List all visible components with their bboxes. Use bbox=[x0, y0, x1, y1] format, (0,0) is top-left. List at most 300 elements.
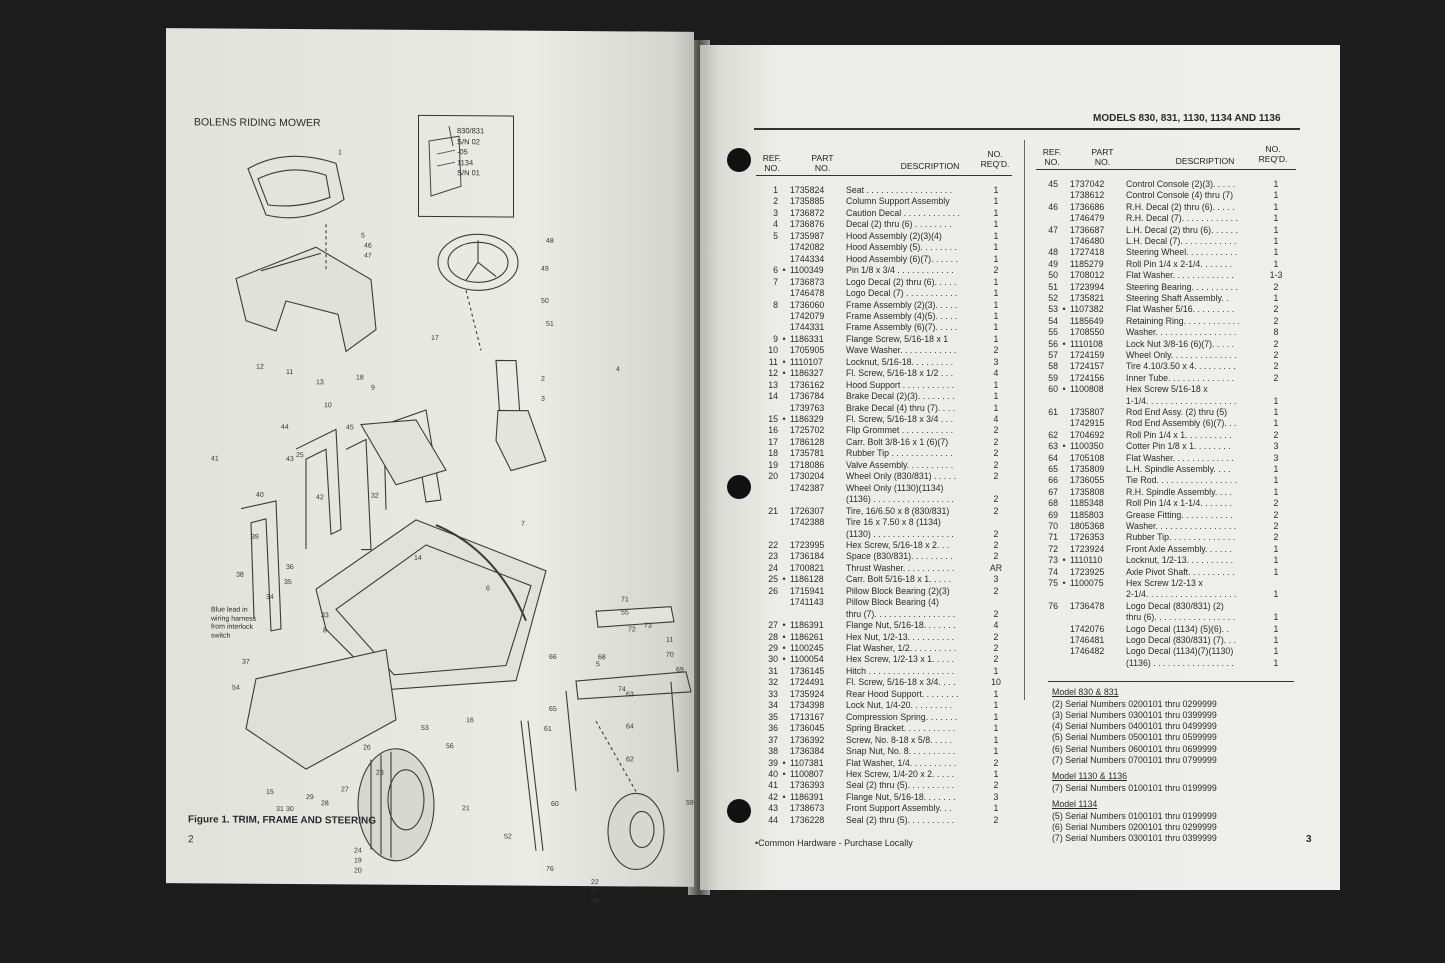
description-cell: Snap Nut, No. 8. . . . . . . . . . bbox=[846, 746, 956, 757]
description-cell: (1136) . . . . . . . . . . . . . . . . . bbox=[846, 494, 954, 505]
inset-line: S/N 02 bbox=[457, 136, 480, 146]
diagram-callout: 71 bbox=[621, 596, 629, 604]
quantity-cell: 1 bbox=[1273, 247, 1279, 258]
ref-cell: 63 bbox=[1048, 441, 1058, 452]
quantity-cell: 2 bbox=[993, 528, 999, 539]
diagram-callout: 42 bbox=[316, 494, 324, 502]
common-hardware-mark: • bbox=[1062, 555, 1066, 566]
table-row bbox=[1036, 407, 1300, 418]
description-cell: 2-1/4. . . . . . . . . . . . . . . . . . . bbox=[1126, 589, 1237, 600]
part-number-cell: 1736687 bbox=[1070, 224, 1105, 235]
part-number-cell: 1736478 bbox=[1070, 600, 1105, 611]
binder-hole-middle bbox=[727, 475, 751, 499]
serial-line: (6) Serial Numbers 0200101 thru 0299999 bbox=[1052, 821, 1217, 832]
description-cell: Tire, 16/6.50 x 8 (830/831) bbox=[846, 505, 950, 516]
part-number-cell: 1186327 bbox=[790, 368, 824, 379]
ref-cell: 18 bbox=[768, 448, 778, 459]
description-cell: Column Support Assembly bbox=[846, 196, 950, 207]
description-cell: Carr. Bolt 3/8-16 x 1 (6)(7) bbox=[846, 436, 949, 447]
part-number-cell: 1746479 bbox=[1070, 213, 1105, 224]
description-cell: Front Support Assembly. . . bbox=[846, 803, 952, 814]
diagram-callout: 21 bbox=[462, 805, 470, 813]
part-number-cell: 1185348 bbox=[1070, 498, 1104, 509]
table-row bbox=[756, 689, 1022, 700]
table-row bbox=[756, 597, 1022, 608]
quantity-cell: 1 bbox=[1273, 407, 1279, 417]
quantity-cell: 1 bbox=[993, 207, 999, 218]
quantity-cell: 1 bbox=[993, 196, 999, 207]
part-number-cell: 1186391 bbox=[790, 791, 824, 802]
quantity-cell: 2 bbox=[1273, 350, 1279, 360]
description-cell: Tire 16 x 7.50 x 8 (1134) bbox=[846, 517, 941, 528]
col-part-header-2: PART NO. bbox=[1091, 147, 1114, 167]
quantity-cell: 2 bbox=[1273, 498, 1279, 509]
table-row bbox=[756, 311, 1022, 322]
serial-line: (3) Serial Numbers 0300101 thru 0399999 bbox=[1052, 709, 1217, 720]
quantity-cell: 1 bbox=[1273, 543, 1279, 554]
common-hardware-mark: • bbox=[782, 757, 786, 768]
quantity-cell: 1 bbox=[1273, 475, 1279, 486]
quantity-cell: 3 bbox=[1273, 452, 1279, 463]
part-number-cell: 1708550 bbox=[1070, 327, 1105, 338]
description-cell: Brake Decal (4) thru (7). . . . bbox=[846, 402, 956, 413]
serial-group-title: Model 830 & 831 bbox=[1052, 687, 1119, 697]
ref-cell: 28 bbox=[768, 631, 778, 642]
table-row bbox=[756, 574, 1022, 585]
ref-cell: 29 bbox=[768, 643, 778, 653]
description-cell: R.H. Decal (7). . . . . . . . . . . . bbox=[1126, 213, 1238, 224]
description-cell: Compression Spring. . . . . . . bbox=[846, 711, 958, 722]
diagram-callout: 74 bbox=[618, 686, 626, 694]
part-number-cell: 1723994 bbox=[1070, 281, 1105, 292]
table-row bbox=[756, 746, 1022, 757]
part-number-cell: 1705905 bbox=[790, 345, 825, 356]
table-row bbox=[1036, 384, 1300, 395]
diagram-callout: 66 bbox=[549, 653, 557, 661]
part-number-cell: 1100350 bbox=[1070, 441, 1104, 452]
part-number-cell: 1723995 bbox=[790, 539, 825, 550]
parts-table-left bbox=[756, 185, 1022, 865]
quantity-cell: 2 bbox=[993, 494, 999, 505]
ref-cell: 14 bbox=[768, 391, 778, 402]
harness-note bbox=[211, 606, 256, 640]
diagram-callout: 32 bbox=[371, 492, 379, 500]
part-number-cell: 1738673 bbox=[790, 803, 825, 814]
diagram-callout: 57 bbox=[591, 888, 599, 896]
description-cell: Control Console (2)(3). . . . . bbox=[1126, 179, 1236, 189]
common-hardware-mark: • bbox=[1062, 304, 1066, 315]
table-row bbox=[1036, 646, 1300, 657]
diagram-callout: 7 bbox=[521, 520, 525, 528]
description-cell: Logo Decal (2) thru (6). . . . . bbox=[846, 276, 957, 287]
part-number-cell: 1110108 bbox=[1070, 338, 1103, 349]
figure-caption: Figure 1. TRIM, FRAME AND STEERING bbox=[188, 814, 376, 827]
part-number-cell: 1735807 bbox=[1070, 407, 1105, 417]
table-row bbox=[1036, 544, 1300, 555]
serial-line: (5) Serial Numbers 0100101 thru 0199999 bbox=[1052, 810, 1217, 821]
diagram-callout: 5 bbox=[596, 661, 600, 669]
quantity-cell: 2 bbox=[993, 757, 999, 768]
quantity-cell: 4 bbox=[993, 620, 999, 631]
quantity-cell: 1 bbox=[993, 768, 999, 779]
table-row bbox=[756, 609, 1022, 620]
table-row bbox=[1036, 202, 1300, 213]
ref-cell: 41 bbox=[768, 780, 778, 791]
common-hardware-mark: • bbox=[1062, 384, 1066, 395]
table-row bbox=[756, 460, 1022, 471]
quantity-cell: 1 bbox=[993, 230, 999, 241]
quantity-cell: 2 bbox=[1273, 281, 1279, 292]
description-cell: Pillow Block Bearing (2)(3) bbox=[846, 585, 950, 596]
description-cell: Thrust Washer. . . . . . . . . . . bbox=[846, 562, 955, 573]
description-cell: Wave Washer. . . . . . . . . . . . bbox=[846, 345, 957, 356]
description-cell: thru (7). . . . . . . . . . . . . . . . . bbox=[846, 608, 956, 619]
description-cell: Roll Pin 1/4 x 2-1/4. . . . . . . bbox=[1126, 258, 1233, 269]
part-number-cell: 1735824 bbox=[790, 185, 825, 195]
inset-line: 830/831 bbox=[457, 126, 485, 136]
quantity-cell: 2 bbox=[1273, 372, 1279, 383]
table-row bbox=[756, 277, 1022, 288]
diagram-callout: 4 bbox=[616, 366, 620, 374]
ref-cell: 19 bbox=[768, 459, 778, 470]
description-cell: Flat Washer, 1/4. . . . . . . . . . bbox=[846, 757, 957, 768]
ref-cell: 70 bbox=[1048, 521, 1058, 531]
diagram-callout: 23 bbox=[376, 769, 384, 777]
part-number-cell: 1730204 bbox=[790, 471, 825, 482]
ref-cell: 64 bbox=[1048, 452, 1058, 463]
diagram-callout: 28 bbox=[321, 800, 329, 808]
description-cell: R.H. Spindle Assembly. . . . bbox=[1126, 486, 1232, 497]
quantity-cell: 2 bbox=[1273, 532, 1279, 543]
table-row bbox=[756, 815, 1022, 826]
ref-cell: 71 bbox=[1048, 532, 1058, 543]
quantity-cell: 1 bbox=[993, 219, 999, 230]
quantity-cell: 1-3 bbox=[1269, 270, 1283, 281]
diagram-callout: 18 bbox=[356, 374, 364, 382]
ref-cell: 56 bbox=[1048, 338, 1058, 349]
quantity-cell: 1 bbox=[993, 333, 999, 344]
diagram-callout: 33 bbox=[321, 612, 329, 620]
table-row bbox=[756, 471, 1022, 482]
serial-line: (6) Serial Numbers 0600101 thru 0699999 bbox=[1052, 743, 1217, 754]
part-number-cell: 1742915 bbox=[1070, 418, 1105, 429]
diagram-callout: 34 bbox=[266, 593, 274, 601]
description-cell: (1130) . . . . . . . . . . . . . . . . . bbox=[846, 528, 954, 539]
diagram-callout: 49 bbox=[541, 265, 549, 273]
diagram-callout: 65 bbox=[549, 705, 557, 713]
part-number-cell: 1744331 bbox=[790, 322, 825, 333]
common-hardware-mark: • bbox=[782, 768, 786, 779]
part-number-cell: 1110110 bbox=[1070, 555, 1103, 566]
description-cell: Rod End Assy. (2) thru (5) bbox=[1126, 407, 1228, 417]
description-cell: Retaining Ring. . . . . . . . . . . . bbox=[1126, 315, 1240, 326]
description-cell: Hood Support . . . . . . . . . . . bbox=[846, 379, 955, 390]
diagram-callout: 45 bbox=[346, 424, 354, 432]
inset-line: S/N 01 bbox=[457, 168, 480, 178]
description-cell: Frame Assembly (4)(5). . . . . bbox=[846, 310, 958, 321]
part-number-cell: 1746480 bbox=[1070, 236, 1105, 246]
common-hardware-mark: • bbox=[782, 631, 786, 642]
quantity-cell: 2 bbox=[993, 448, 999, 459]
common-hardware-mark: • bbox=[782, 643, 786, 653]
description-cell: Wheel Only. . . . . . . . . . . . . . bbox=[1126, 350, 1237, 360]
part-number-cell: 1724491 bbox=[790, 677, 825, 688]
diagram-callout: 58 bbox=[591, 898, 599, 906]
quantity-cell: 1 bbox=[993, 242, 999, 253]
ref-cell: 68 bbox=[1048, 498, 1058, 509]
description-cell: Hex Screw, 5/16-18 x 2. . . bbox=[846, 539, 950, 550]
page-number-right: 3 bbox=[1306, 834, 1312, 845]
table-row bbox=[756, 242, 1022, 253]
table-row bbox=[1036, 396, 1300, 407]
ref-cell: 46 bbox=[1048, 201, 1058, 212]
table-row bbox=[1036, 624, 1300, 635]
quantity-cell: 3 bbox=[993, 574, 999, 585]
description-cell: Control Console (4) thru (7) bbox=[1126, 190, 1234, 201]
description-cell: Flange Nut, 5/16-18. . . . . . . bbox=[846, 620, 956, 631]
description-cell: Rubber Tip. . . . . . . . . . . . . . bbox=[1126, 532, 1236, 543]
table-row bbox=[756, 517, 1022, 528]
table-row bbox=[756, 448, 1022, 459]
ref-cell: 72 bbox=[1048, 543, 1058, 554]
table-row bbox=[756, 551, 1022, 562]
quantity-cell: 1 bbox=[993, 734, 999, 745]
ref-cell: 9 bbox=[773, 333, 778, 344]
quantity-cell: 2 bbox=[993, 780, 999, 791]
description-cell: Tie Rod. . . . . . . . . . . . . . . . . bbox=[1126, 475, 1238, 486]
part-number-cell: 1742079 bbox=[790, 310, 825, 321]
header-rule bbox=[754, 128, 1300, 130]
ref-cell: 73 bbox=[1048, 555, 1058, 566]
table-row bbox=[756, 322, 1022, 333]
table-row bbox=[756, 620, 1022, 631]
description-cell: Hex Screw 5/16-18 x bbox=[1126, 384, 1208, 395]
common-hardware-mark: • bbox=[782, 333, 786, 344]
ref-cell: 43 bbox=[768, 803, 778, 814]
diagram-callout: 11 bbox=[666, 636, 674, 644]
part-number-cell: 1735987 bbox=[790, 230, 825, 241]
table-row bbox=[756, 357, 1022, 368]
table-rule-left bbox=[756, 175, 1012, 176]
col-req-header-2: NO. REQ'D. bbox=[1258, 144, 1288, 164]
ref-cell: 76 bbox=[1048, 600, 1058, 611]
diagram-callout: 6 bbox=[486, 585, 490, 593]
quantity-cell: 1 bbox=[1273, 657, 1279, 668]
quantity-cell: 1 bbox=[993, 322, 999, 333]
quantity-cell: 1 bbox=[1273, 224, 1279, 235]
description-cell: Logo Decal (830/831) (7). . . bbox=[1126, 635, 1237, 645]
part-number-cell: 1736162 bbox=[790, 379, 825, 390]
quantity-cell: 1 bbox=[993, 299, 999, 310]
diagram-callout: 55 bbox=[621, 609, 629, 617]
table-row bbox=[756, 700, 1022, 711]
quantity-cell: 2 bbox=[993, 425, 999, 436]
part-number-cell: 1700821 bbox=[790, 562, 825, 573]
part-number-cell: 1185803 bbox=[1070, 509, 1104, 520]
diagram-callout: 62 bbox=[626, 756, 634, 764]
part-number-cell: 1786128 bbox=[790, 436, 825, 447]
quantity-cell: 1 bbox=[1273, 201, 1279, 212]
part-number-cell: 1713167 bbox=[790, 711, 825, 722]
table-row bbox=[756, 712, 1022, 723]
diagram-callout: 3 bbox=[541, 395, 545, 403]
common-hardware-mark: • bbox=[1062, 441, 1066, 452]
description-cell: Flat Washer. . . . . . . . . . . . . bbox=[1126, 270, 1234, 281]
description-cell: Locknut, 5/16-18. . . . . . . . . bbox=[846, 356, 954, 367]
diagram-callout: 44 bbox=[281, 423, 289, 432]
col-ref-header: REF. NO. bbox=[762, 153, 782, 173]
ref-cell: 49 bbox=[1048, 258, 1058, 269]
description-cell: Seat . . . . . . . . . . . . . . . . . . bbox=[846, 185, 953, 195]
part-number-cell: 1100349 bbox=[790, 265, 824, 276]
part-number-cell: 1736055 bbox=[1070, 475, 1105, 486]
part-number-cell: 1715941 bbox=[790, 585, 825, 596]
part-number-cell: 1738612 bbox=[1070, 190, 1105, 201]
quantity-cell: 2 bbox=[1273, 521, 1279, 531]
diagram-callout: 30 bbox=[286, 805, 294, 814]
quantity-cell: 1 bbox=[1273, 418, 1279, 429]
common-hardware-mark: • bbox=[1062, 578, 1066, 588]
description-cell: Steering Bearing. . . . . . . . . . bbox=[1126, 281, 1238, 292]
ref-cell: 34 bbox=[768, 700, 778, 711]
description-cell: Hood Assembly (6)(7). . . . . . bbox=[846, 253, 958, 264]
description-cell: thru (6). . . . . . . . . . . . . . . . . bbox=[1126, 612, 1236, 623]
description-cell: Tire 4.10/3.50 x 4. . . . . . . . . bbox=[1126, 361, 1236, 372]
harness-note-line: Blue lead in bbox=[211, 606, 248, 614]
diagram-callout: 31 bbox=[276, 805, 284, 813]
part-number-cell: 1736228 bbox=[790, 814, 825, 825]
description-cell: Cotter Pin 1/8 x 1. . . . . . . . bbox=[1126, 441, 1231, 452]
quantity-cell: 1 bbox=[1273, 395, 1279, 406]
table-row bbox=[756, 723, 1022, 734]
quantity-cell: 1 bbox=[993, 391, 999, 402]
page-number-left: 2 bbox=[188, 834, 194, 846]
table-row bbox=[1036, 475, 1300, 486]
quantity-cell: 1 bbox=[993, 288, 999, 299]
part-number-cell: 1735809 bbox=[1070, 464, 1105, 474]
part-number-cell: 1725702 bbox=[790, 425, 825, 436]
description-cell: Fl. Screw, 5/16-18 x 3/4 . . . bbox=[846, 414, 954, 424]
common-hardware-mark: • bbox=[782, 620, 786, 631]
ref-cell: 3 bbox=[773, 207, 778, 218]
part-number-cell: 1742388 bbox=[790, 517, 825, 528]
part-number-cell: 1737042 bbox=[1070, 179, 1105, 189]
table-row bbox=[756, 185, 1022, 196]
description-cell: Flat Washer. . . . . . . . . . . . . bbox=[1126, 452, 1234, 463]
description-cell: L.H. Decal (2) thru (6). . . . . . bbox=[1126, 224, 1238, 235]
part-number-cell: 1734398 bbox=[790, 700, 825, 711]
ref-cell: 36 bbox=[768, 723, 778, 734]
quantity-cell: 2 bbox=[1273, 304, 1279, 315]
ref-cell: 47 bbox=[1048, 224, 1058, 235]
diagram-callout: 48 bbox=[546, 237, 554, 245]
common-hardware-mark: • bbox=[782, 265, 786, 276]
quantity-cell: 1 bbox=[993, 711, 999, 722]
part-number-cell: 1736686 bbox=[1070, 201, 1105, 212]
description-cell: Screw, No. 8-18 x 5/8. . . . . bbox=[846, 734, 953, 745]
quantity-cell: 3 bbox=[993, 356, 999, 367]
part-number-cell: 1186128 bbox=[790, 574, 824, 585]
diagram-callout: 17 bbox=[431, 335, 439, 343]
table-row bbox=[756, 368, 1022, 379]
ref-cell: 48 bbox=[1048, 247, 1058, 258]
description-cell: Wheel Only (1130)(1134) bbox=[846, 482, 944, 493]
diagram-callout: 36 bbox=[286, 563, 294, 572]
description-cell: Steering Wheel. . . . . . . . . . . bbox=[1126, 247, 1238, 258]
table-row bbox=[1036, 327, 1300, 338]
table-row bbox=[756, 403, 1022, 414]
part-number-cell: 1746478 bbox=[790, 288, 825, 299]
ref-cell: 52 bbox=[1048, 293, 1058, 303]
diagram-callout: 1 bbox=[338, 149, 342, 157]
ref-cell: 24 bbox=[768, 562, 778, 573]
description-cell: Hood Assembly (5). . . . . . . . bbox=[846, 242, 957, 253]
quantity-cell: 4 bbox=[993, 368, 999, 379]
ref-cell: 11 bbox=[768, 356, 778, 367]
table-row bbox=[1036, 316, 1300, 327]
quantity-cell: 2 bbox=[1273, 429, 1279, 440]
quantity-cell: 3 bbox=[1273, 441, 1279, 452]
part-number-cell: 1724159 bbox=[1070, 350, 1105, 360]
description-cell: Rod End Assembly (6)(7). . . bbox=[1126, 418, 1237, 429]
table-row bbox=[756, 643, 1022, 654]
diagram-callout: 69 bbox=[676, 666, 684, 674]
diagram-callout: 54 bbox=[232, 684, 240, 692]
binder-hole-top bbox=[727, 148, 751, 172]
table-row bbox=[1036, 247, 1300, 258]
diagram-callout: 10 bbox=[324, 402, 332, 410]
quantity-cell: 1 bbox=[993, 688, 999, 699]
table-row bbox=[1036, 555, 1300, 566]
description-cell: Lock Nut 3/8-16 (6)(7). . . . . bbox=[1126, 338, 1235, 349]
table-row bbox=[756, 769, 1022, 780]
diagram-callout: 56 bbox=[446, 743, 454, 751]
part-number-cell: 1186261 bbox=[790, 631, 824, 642]
diagram-callout: 24 bbox=[354, 847, 362, 855]
description-cell: Frame Assembly (2)(3). . . . . bbox=[846, 299, 958, 310]
description-cell: Roll Pin 1/4 x 1-1/4. . . . . . . bbox=[1126, 498, 1233, 509]
serial-line: (7) Serial Numbers 0300101 thru 0399999 bbox=[1052, 833, 1217, 844]
ref-cell: 66 bbox=[1048, 475, 1058, 486]
table-row bbox=[756, 758, 1022, 769]
table-row bbox=[756, 219, 1022, 230]
diagram-callout: 59 bbox=[686, 799, 694, 807]
ref-cell: 20 bbox=[768, 471, 778, 482]
ref-cell: 31 bbox=[768, 665, 778, 676]
inset-line: 1134 bbox=[457, 157, 474, 167]
parts-table-right bbox=[1036, 179, 1300, 719]
description-cell: Washer. . . . . . . . . . . . . . . . . bbox=[1126, 521, 1237, 531]
part-number-cell: 1724156 bbox=[1070, 372, 1105, 383]
part-number-cell: 1735808 bbox=[1070, 486, 1105, 497]
ref-cell: 35 bbox=[768, 711, 778, 722]
common-hardware-mark: • bbox=[782, 654, 786, 665]
diagram-callout: 52 bbox=[504, 833, 512, 841]
part-number-cell: 1805368 bbox=[1070, 521, 1105, 531]
table-row bbox=[756, 529, 1022, 540]
diagram-callout: 8 bbox=[323, 627, 327, 635]
table-row bbox=[756, 380, 1022, 391]
part-number-cell: 1739763 bbox=[790, 402, 825, 413]
part-number-cell: 1736145 bbox=[790, 665, 825, 676]
ref-cell: 37 bbox=[768, 734, 778, 745]
quantity-cell: 2 bbox=[1273, 315, 1279, 326]
diagram-callout: 68 bbox=[598, 654, 606, 662]
serial-line: (2) Serial Numbers 0200101 thru 0299999 bbox=[1052, 698, 1217, 709]
quantity-cell: 1 bbox=[993, 723, 999, 734]
description-cell: Logo Decal (1134) (5)(6). . bbox=[1126, 623, 1230, 634]
description-cell: Hitch . . . . . . . . . . . . . . . . . . bbox=[846, 665, 955, 676]
